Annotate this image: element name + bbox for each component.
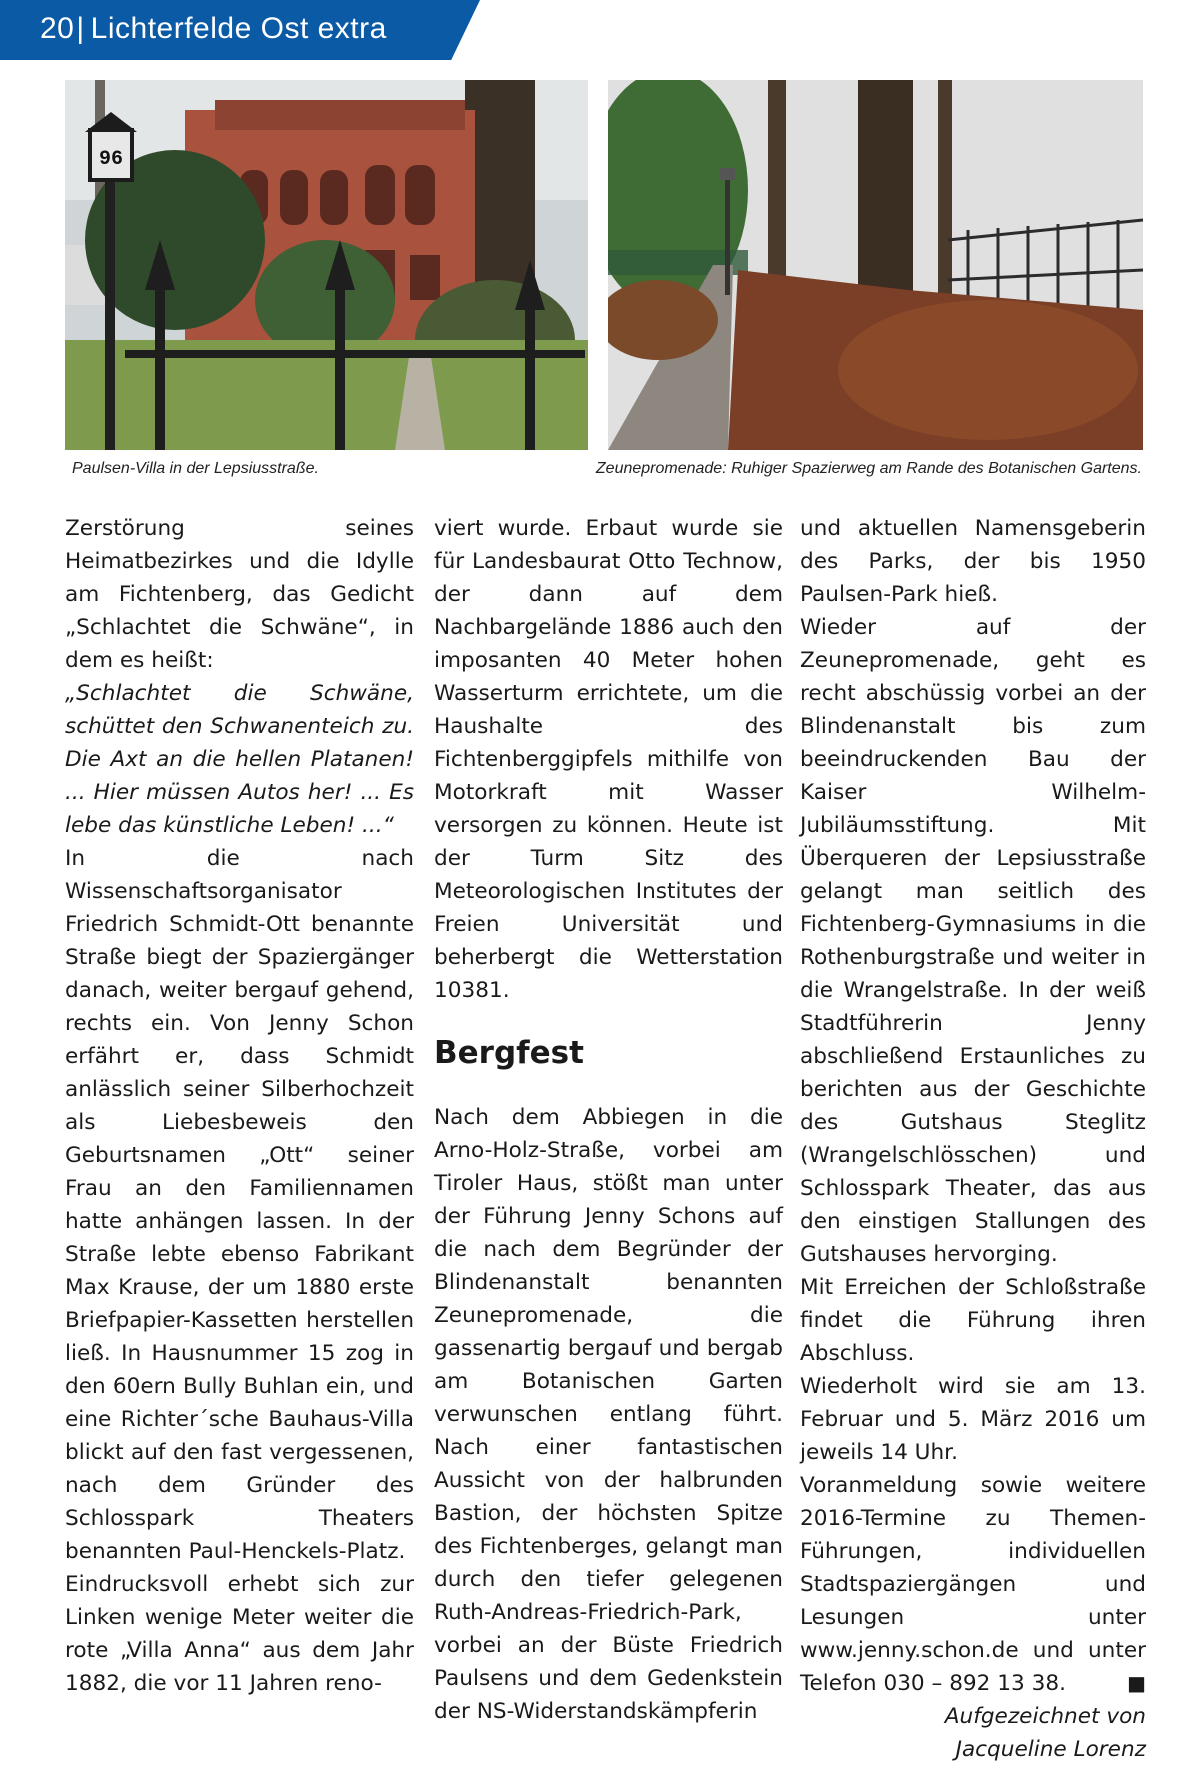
credit-line-1: Aufgezeichnet von [944,1704,1146,1729]
paragraph: Mit Erreichen der Schloßstraße findet die Führung ihren Abschluss. [800,1275,1146,1366]
article-column-2 [434,512,783,1728]
paragraph: Zerstörung seines Heimatbezirkes und die Idylle am Fichtenberg, das Gedicht „Schlachtet die Schwäne“, in dem es heißt: [65,516,414,673]
page-header [0,0,1200,60]
subheading: Bergfest [434,1035,584,1071]
lantern-number: 96 [98,148,124,171]
credit-line-2: Jacqueline Lorenz [955,1737,1146,1762]
paragraph: In die nach Wissenschaftsorganisator Friedrich Schmidt-Ott benannte Straße biegt der Spaziergänger danach, weiter bergauf gehend, rechts ein. Von Jenny Schon erfährt er, dass Schmidt anlässlich seiner Silberhochzeit als Liebesbeweis den Geburtsnamen „Ott“ seiner Frau an den Familiennamen hatte anhängen lassen. In der Straße lebte ebenso Fabrikant Max Krause, der um 1880 erste Briefpapier-Kassetten herstellen ließ. In Hausnummer 15 zog in den 60ern Bully Buhlan ein, und eine Richter´sche Bauhaus-Villa blickt auf den fast vergessenen, nach dem Gründer des Schlosspark Theaters benannten Paul-Henckels-Platz. [65,846,414,1564]
paragraph: Wieder auf der Zeunepromenade, geht es recht abschüssig vorbei an der Blindenanstalt bis zum beeindruckenden Bau der Kaiser Wilhelm-Jubiläumsstiftung. Mit Überqueren der Lepsiusstraße gelangt man seitlich des Fichtenberg-Gymnasiums in die Rothenburgstraße und weiter in die Wrangelstraße. In der weiß Stadtführerin Jenny abschließend Erstaunliches zu berichten aus der Geschichte des Gutshaus Steglitz (Wrangelschlösschen) und Schlosspark Theater, das aus den einstigen Stallungen des Gutshauses hervorging. [800,615,1146,1267]
article-column-3 [800,512,1146,1766]
paragraph: Nach dem Abbiegen in die Arno-Holz-Straße, vorbei am Tiroler Haus, stößt man unter der Führung Jenny Schons auf die nach dem Begründer der Blindenanstalt benannten Zeunepromenade, die gassenartig bergauf und bergab am Botanischen Garten verwunschen entlang führt. Nach einer fantastischen Aussicht von der halbrunden Bastion, der höchsten Spitze des Fichtenberges, gelangt man durch den tiefer gelegenen Ruth-Andreas-Friedrich-Park, vorbei an der Büste Friedrich Paulsens und dem Gedenkstein der NS-Widerstandskämpferin [434,1105,783,1724]
poem-quote: „Schlachtet die Schwäne, schüttet den Schwanenteich zu. Die Axt an die hellen Platanen! ... Hier müssen Autos her! ... Es lebe das künstliche Leben! ...“ [65,681,414,838]
promenade-illustration [608,80,1143,450]
paragraph: Eindrucksvoll erhebt sich zur Linken wenige Meter weiter die rote „Villa Anna“ aus dem Jahr 1882, die vor 11 Jahren reno- [65,1572,414,1696]
villa-illustration [65,80,588,450]
header-separator: | [76,12,85,45]
photo-zeunepromenade [608,80,1143,450]
section-title: Lichterfelde Ost extra [90,12,387,45]
paragraph: viert wurde. Erbaut wurde sie für Landesbaurat Otto Technow, der dann auf dem Nachbargelände 1886 auch den imposanten 40 Meter hohen Wasserturm errichtete, um die Haushalte des Fichtenberggipfels mithilfe von Motorkraft mit Wasser versorgen zu können. Heute ist der Turm Sitz des Meteorologischen Institutes der Freien Universität und beherbergt die Wetterstation 10381. [434,516,783,1003]
contact-text: Voranmeldung sowie weitere 2016-Termine zu Themen-Führungen, individuellen Stadtspaziergängen und Lesungen unter www.jenny.schon.de und unter Telefon 030 – 892 13 38. [800,1473,1146,1696]
contact-paragraph [800,1469,1146,1700]
paragraph: Wiederholt wird sie am 13. Februar und 5. März 2016 um jeweils 14 Uhr. [800,1374,1146,1465]
end-mark: ■ [1127,1671,1146,1695]
paragraph: und aktuellen Namensgeberin des Parks, der bis 1950 Paulsen-Park hieß. [800,516,1146,607]
header-title [40,12,387,46]
article-column-1 [65,512,414,1700]
page-number: 20 [40,12,75,45]
caption-left: Paulsen-Villa in der Lepsiusstraße. [72,460,319,477]
photo-paulsen-villa [65,80,588,450]
caption-right: Zeunepromenade: Ruhiger Spazierweg am Rande des Botanischen Gartens. [595,460,1142,477]
